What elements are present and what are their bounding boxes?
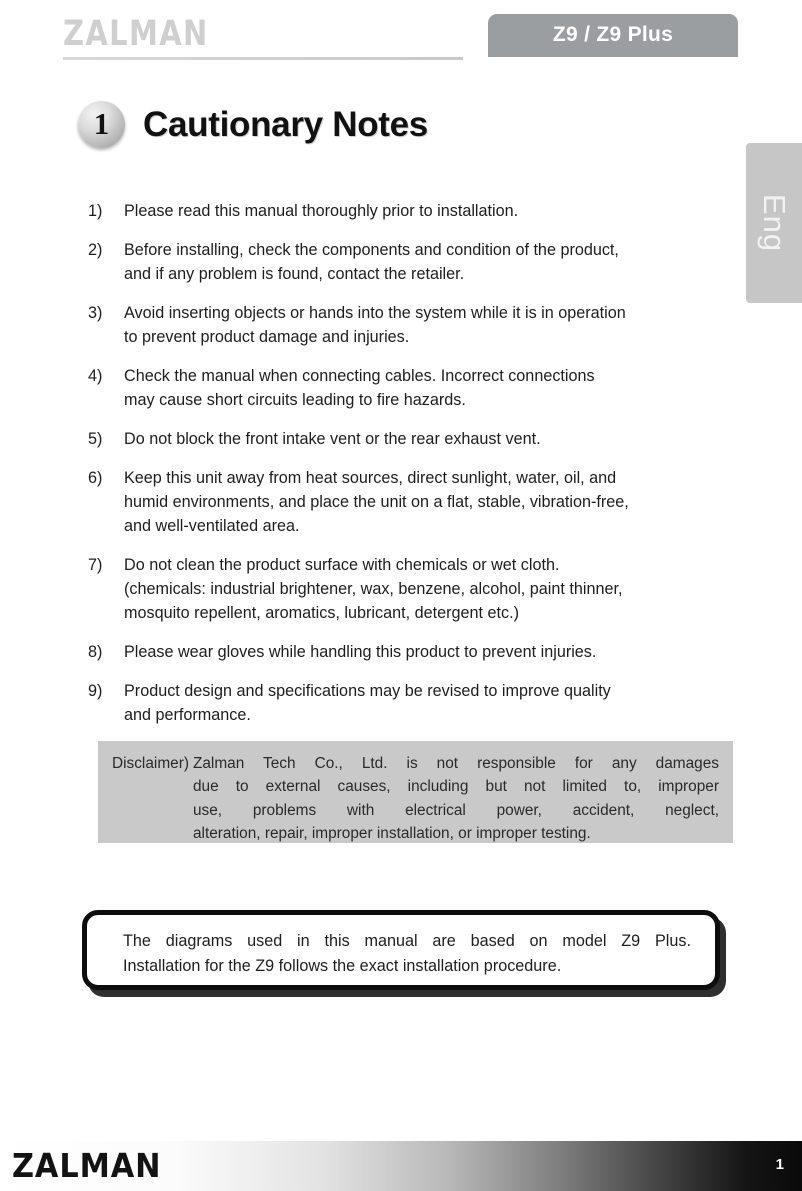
text-line: Zalman Tech Co., Ltd. is not responsible for any damages xyxy=(192,755,719,772)
text-line: and performance. xyxy=(124,705,251,724)
text-line: and if any problem is found, contact the retailer. xyxy=(124,264,465,283)
list-item-text xyxy=(124,200,728,224)
list-item-marker: 2) xyxy=(88,240,103,259)
text-line: Do not clean the product surface with chemicals or wet cloth. xyxy=(124,555,560,574)
zalman-header-logo: ZALMAN xyxy=(63,14,209,54)
note-callout-wrapper xyxy=(82,910,720,992)
list-item-text xyxy=(124,302,728,350)
header-divider-rule xyxy=(63,57,463,60)
page-number: 1 xyxy=(775,1156,784,1173)
list-item-marker: 6) xyxy=(88,468,103,487)
list-item-marker: 5) xyxy=(88,429,103,448)
disclaimer-box xyxy=(98,741,733,843)
list-item-marker: 3) xyxy=(88,303,103,322)
list-item xyxy=(88,365,728,413)
text-line: Check the manual when connecting cables. Incorrect connections xyxy=(124,366,595,385)
text-line: due to external causes, including but not limited to, improper xyxy=(192,778,719,796)
list-item xyxy=(88,467,728,539)
list-item-text xyxy=(124,680,728,728)
list-item-marker: 7) xyxy=(88,555,103,574)
text-line: (chemicals: industrial brightener, wax, benzene, alcohol, paint thinner, xyxy=(124,579,623,598)
page-title: Cautionary Notes xyxy=(143,104,428,144)
list-item xyxy=(88,239,728,287)
text-line: and well-ventilated area. xyxy=(124,516,300,535)
list-item xyxy=(88,428,728,452)
text-line: to prevent product damage and injuries. xyxy=(124,327,410,346)
list-item-text xyxy=(124,365,728,413)
model-tab xyxy=(488,14,738,57)
text-line: Please read this manual thoroughly prior to installation. xyxy=(124,202,519,220)
list-item xyxy=(88,554,728,626)
disclaimer-body xyxy=(193,752,719,846)
text-line: may cause short circuits leading to fire hazards. xyxy=(124,390,466,409)
list-item-text xyxy=(124,239,728,287)
language-tab-eng xyxy=(746,143,802,303)
section-number-label: 1 xyxy=(93,106,110,141)
text-line: Avoid inserting objects or hands into the system while it is in operation xyxy=(124,303,626,322)
list-item-marker: 1) xyxy=(88,202,103,220)
text-line: use, problems with electrical power, accident, neglect, xyxy=(192,801,719,819)
list-item-text xyxy=(124,428,728,452)
list-item-marker: 9) xyxy=(88,681,103,700)
language-tab-label: Eng xyxy=(757,193,792,253)
list-item-text xyxy=(124,641,728,665)
list-item-marker: 4) xyxy=(88,366,103,385)
text-line: alteration, repair, improper installation, or improper testing. xyxy=(192,825,591,843)
zalman-footer-logo: ZALMAN xyxy=(12,1146,162,1185)
text-line: Installation for the Z9 follows the exact installation procedure. xyxy=(123,957,562,976)
note-callout-box xyxy=(82,910,720,990)
list-item xyxy=(88,200,728,224)
text-line: Product design and specifications may be revised to improve quality xyxy=(124,681,611,700)
text-line: Do not block the front intake vent or the rear exhaust vent. xyxy=(124,429,541,448)
list-item-marker: 8) xyxy=(88,642,103,661)
note-callout-text xyxy=(123,929,691,979)
model-tab-label: Z9 / Z9 Plus xyxy=(552,23,674,46)
page-header xyxy=(0,0,802,72)
page-footer xyxy=(0,1135,802,1191)
text-line: Keep this unit away from heat sources, direct sunlight, water, oil, and xyxy=(124,468,617,487)
disclaimer-inner xyxy=(112,752,719,846)
list-item xyxy=(88,641,728,665)
text-line: Before installing, check the components and condition of the product, xyxy=(124,240,619,259)
list-item-text xyxy=(124,467,728,539)
list-item xyxy=(88,680,728,728)
disclaimer-label: Disclaimer) xyxy=(112,755,189,772)
text-line: Please wear gloves while handling this product to prevent injuries. xyxy=(124,642,597,661)
list-item-text xyxy=(124,554,728,626)
section-title-row xyxy=(78,101,428,148)
section-number-badge xyxy=(78,101,125,148)
text-line: humid environments, and place the unit on a flat, stable, vibration-free, xyxy=(124,492,629,511)
text-line: The diagrams used in this manual are based on model Z9 Plus. xyxy=(123,932,691,950)
list-item xyxy=(88,302,728,350)
text-line: mosquito repellent, aromatics, lubricant, detergent etc.) xyxy=(124,603,519,622)
cautionary-notes-list xyxy=(88,200,728,742)
